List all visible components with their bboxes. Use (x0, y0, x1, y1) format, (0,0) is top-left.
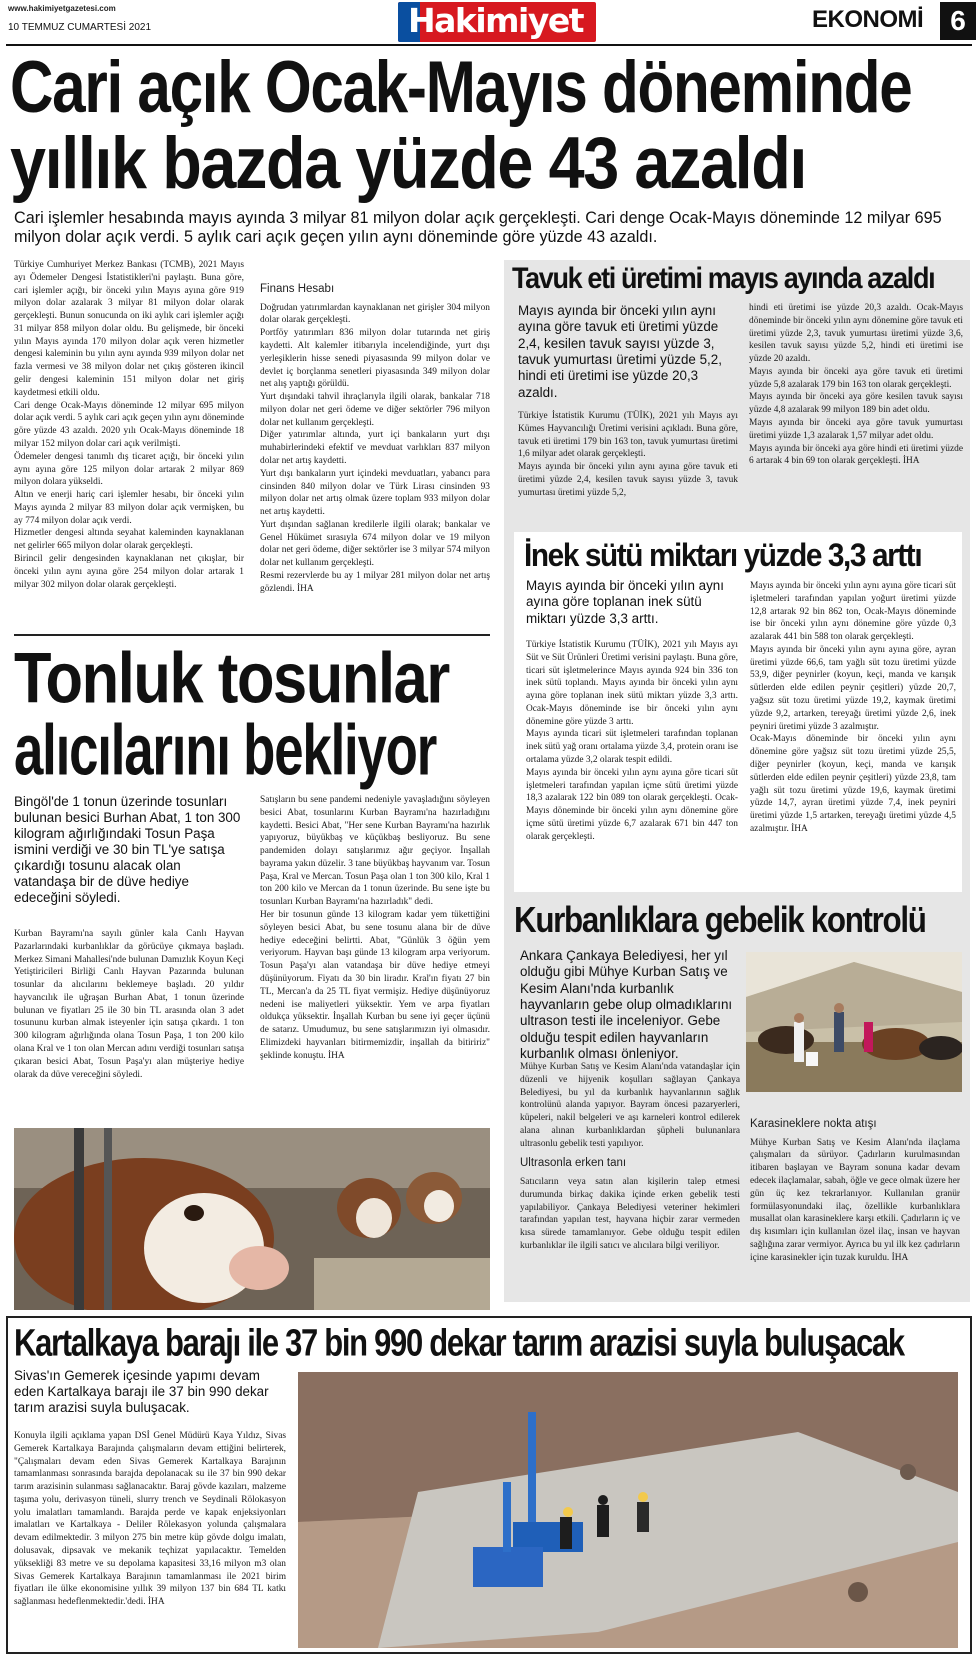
paragraph: Ocak-Mayıs döneminde bir önceki yılın aynı dönemine göre yağsız süt tozu üretimi yüzde 25,5, diğer peynirler (koyun, keçi, manda ve karışık sütlerden elde edilen peynir çeşitleri) yüzde 23,8, tam yağlı süt tozu üretimi yüzde 19,6, kaymak üretimi yüzde 14,7, ayran üretimi yüzde 7,4, inek peyniri üretimi yüzde 1,5 artarken, tereyağı üretimi yüzde 4,5 azalmıştır. İHA (750, 734, 956, 834)
paragraph: Altın ve enerji hariç cari işlemler hesabı, bir önceki yılın Mayıs ayında 2 milyar 83 milyon dolar açık vermişken, bu ay 774 milyon dolar açık verdi. (14, 490, 244, 526)
chicken-col2 (749, 302, 963, 468)
paragraph: Ödemeler dengesi tanımlı dış ticaret açığı, bir önceki yılın aynı ayına göre 125 milyon dolar artarak 2 milyar 869 milyon dolara yükseldi. (14, 451, 244, 488)
pregnancy-col2 (750, 1117, 960, 1264)
bulls-col2 (260, 794, 490, 1062)
chicken-lead: Mayıs ayında bir önceki yılın aynı ayına göre tavuk eti üretimi yüzde 2,4, kesilen tavuk sayısı yüzde 3, tavuk yumurtası üretimi yüzde 5,2, hindi eti üretimi ise yüzde 20,3 azaldı. (518, 303, 722, 400)
main-lead: Cari işlemler hesabında mayıs ayında 3 milyar 81 milyon dolar açık gerçekleşti. Cari denge Ocak-Mayıs döneminde 12 milyar 695 milyon dolar açık verdi. 5 aylık cari açık geçen yılın aynı döneminde göre yüzde 43 azaldı. (14, 209, 942, 247)
main-headline-line1: Cari açık Ocak-Mayıs döneminde (10, 45, 912, 128)
main-headline-line2: yıllık bazda yüzde 43 azaldı (10, 121, 807, 204)
paragraph: Mayıs ayında bir önceki aya göre kesilen tavuk sayısı yüzde 4,8 azalarak 99 milyon 189 bin adet oldu. (749, 392, 963, 416)
dam-construction-photo (298, 1372, 958, 1648)
subhead-ultrason: Ultrasonla erken tanı (520, 1157, 627, 1170)
paragraph: Mühye Kurban Satış ve Kesim Alanı'nda vatandaşlar için düzenli ve hijyenik koşulları sağlayan Çankaya Belediyesi, bu yıl da kurbanlık hayvanlarının sağlık kontrolünü alanda yapıyor. Bayram öncesi pazaryerleri, küpeleri, nakil belgeleri ve aşı karneleri kontrol edilerek alana alınan kurbanlıklardan şüpheli bulunanlara ultrasonlu gebelik testi yapılıyor. (520, 1062, 740, 1149)
bulls-col1 (14, 928, 244, 1081)
paragraph: Mayıs ayında bir önceki yılın aynı ayına göre ticari süt işletmeleri tarafından yapılan yoğurt üretimi yüzde 12,8 artarak 92 bin 862 ton, Ocak-Mayıs döneminde ise bir önceki yılın aynı dönemine göre yüzde 0,3 azalarak 441 bin 588 ton olarak gerçekleşti. (750, 581, 956, 643)
pregnancy-col1 (520, 1061, 740, 1253)
bulls-headline-line1: Tonluk tosunlar (14, 637, 449, 718)
paragraph: Yurt dışı bankaların yurt içindeki mevduatları, yabancı para cinsinden 840 milyon dolar ve Türk Lirası cinsinden 93 milyon dolar net artış olmak üzere toplam 933 milyon dolar net artış kaydetti. (260, 468, 490, 518)
milk-headline: İnek sütü miktarı yüzde 3,3 arttı (524, 537, 922, 573)
milk-col2 (750, 580, 956, 836)
paragraph: Satışların bu sene pandemi nedeniyle yavaşladığını söyleyen besici Abat, tosunlarını Kurban Bayramı'na hazırladığını kaydetti. Besici Abat, "Her sene Kurban Bayramı'na hazırlık yapıyoruz, büyükbaş ve küçükbaş besliyoruz. Bu sene pandemiden dolayı satışlarımız ağır geçiyor. İnşallah bayrama yakın düzelir. 3 tane büyükbaş hayvanım var. Tosun Paşa, Kral ve Mercan. Tosun Paşa olan 1 ton 300 kilo, Kral 1 ton 200 kilo ve Mercan da 1 tonun üzerinde. Bu sene işte bu tosunları Kurban Bayramı'na hazırladık" dedi. (260, 795, 490, 908)
bulls-lead: Bingöl'de 1 tonun üzerinde tosunları bulunan besici Burhan Abat, 1 ton 300 kilogram ağırlığındaki Tosun Paşa ismini verdiği ve 30 bin TL'ye satışa çıkardığı tosunu alacak olan vatandaşa bir de düve hediye edeceğini söyledi. (14, 794, 241, 906)
dam-headline: Kartalkaya barajı ile 37 bin 990 dekar tarım arazisi suyla buluşacak (14, 1320, 904, 1364)
bull-photo (14, 1128, 490, 1310)
paragraph: Türkiye İstatistik Kurumu (TÜİK), 2021 yılı Mayıs ayı Süt ve Süt Ürünleri Üretimi verisini paylaştı. Buna göre, ticari süt işletmelerince Mayıs ayında 924 bin 336 ton inek sütü toplandı. Mayıs ayında bir önceki yılın aynı ayına göre toplanan inek sütü miktarı yüzde 3,3 arttı. Ocak-Mayıs döneminde ise bir önceki yılın aynı dönemine göre yüzde 3 arttı. (526, 640, 738, 727)
paragraph: Birincil gelir dengesinden kaynaklanan net çıkışlar, bir önceki yılın aynı ayına göre 254 milyon dolar artarak 1 milyar 302 milyon dolar olarak gerçekleşti. (14, 553, 244, 590)
paragraph: Doğrudan yatırımlardan kaynaklanan net girişler 304 milyon dolar olarak gerçekleşti. (260, 302, 490, 326)
pregnancy-headline: Kurbanlıklara gebelik kontrolü (514, 899, 926, 940)
paragraph: Mayıs ayında bir önceki aya göre tavuk yumurtası üretimi yüzde 1,3 azalarak 1,57 milyar adet oldu. (749, 418, 963, 441)
livestock-tent-photo (746, 952, 962, 1092)
section-divider (14, 634, 490, 636)
subhead-finans: Finans Hesabı (260, 283, 335, 295)
paragraph: Diğer yatırımlar altında, yurt içi bankaların yurt dışı muhabirlerindeki efektif ve mevduat varlıkları 837 milyon dolar net artış kaydetti. (260, 430, 490, 466)
milk-col1 (526, 639, 738, 844)
paragraph: Türkiye İstatistik Kurumu (TÜİK), 2021 yılı Mayıs ayı Kümes Hayvancılığı Üretimi verisini açıkladı. Buna göre, tavuk eti üretimi 179 bin 163 ton, tavuk yumurtası üretimi 1,6 milyar adet olarak gerçekleşti. (518, 411, 738, 460)
paragraph: hindi eti üretimi ise yüzde 20,3 azaldı. Ocak-Mayıs döneminde bir önceki yılın aynı dönemine göre tavuk eti üretimi yüzde 2,3, tavuk yumurtası üretimi yüzde 3,6, kesilen tavuk sayısı yüzde 5,2, hindi eti üretimi ise yüzde 20 azaldı. (749, 303, 963, 365)
paragraph: Türkiye Cumhuriyet Merkez Bankası (TCMB), 2021 Mayıs ayı Ödemeler Dengesi İstatistikleri'ni paylaştı. Buna göre, cari işlemler açığı, bir önceki yılın Mayıs ayına göre 919 milyon dolar azalarak 3 milyar 81 milyon dolar olarak gerçekleşti. Bunun sonucunda on iki aylık cari işlemler açığı 31 milyar 858 milyon dolar oldu. Bu gelişmede, bir önceki yılın Mayıs ayında 170 milyon dolar açık veren hizmetler dengesi kaleminin bu yılın aynı ayında 939 milyon dolar net fazla vermesi ve 38 milyon dolar net çıkış gösteren ikincil gelir dengesi kaleminin 151 milyon dolar net giriş kaydetmesi etkili oldu. (14, 260, 244, 398)
bulls-headline-line2: alıcılarını bekliyor (14, 709, 437, 790)
paragraph: Mayıs ayında bir önceki yılın aynı ayına göre tavuk eti üretimi yüzde 2,4, kesilen tavuk sayısı yüzde 3, tavuk yumurtası üretimi yüzde 5,2, (518, 462, 738, 498)
section-label: EKONOMİ (812, 6, 924, 33)
paragraph: Resmi rezervlerde bu ay 1 milyar 281 milyon dolar net artış gözlendi. İHA (260, 571, 490, 594)
paragraph: Yurt dışındaki tahvil ihraçlarıyla ilgili olarak, bankalar 718 milyon dolar net geri ödeme ve diğer sektörler 796 milyon dolar net kullanım gerçekleşti. (260, 392, 490, 428)
paragraph: Portföy yatırımları 836 milyon dolar tutarında net giriş kaydetti. Alt kalemler itibarıyla incelendiğinde, yurt dışı yerleşiklerin hisse senedi piyasasında 99 milyon dolar ve devlet iç borçlanma senetleri piyasasında 349 milyon dolar net alış yaptığı görüldü. (260, 328, 490, 390)
issue-date: 10 TEMMUZ CUMARTESİ 2021 (8, 22, 152, 33)
dam-body (14, 1430, 286, 1609)
page-number: 6 (940, 2, 976, 40)
main-col1 (14, 259, 244, 591)
paragraph: Yurt dışından sağlanan kredilerle ilgili olarak; bankalar ve Genel Hükümet sırasıyla 674 milyon dolar ve 19 milyon dolar net geri ödeme, diğer sektörler ise 3 milyar 574 milyon dolar net kullanım gerçekleşti. (260, 519, 490, 569)
masthead-logo (398, 2, 596, 42)
paragraph: Kurban Bayramı'na sayılı günler kala Canlı Hayvan Pazarlarındaki kurbanlıklar da görücüye çıkmaya başladı. Merkez Simani Mahallesi'nde bulunan Damızlık Koyun Keçi Yetiştiricileri Birliği Canlı Hayvan Pazarında bulunan tosunlar da alıcılarını beklemeye başladı. 20 yıldır hayvancılık ile uğraşan Burhan Abat, 1 tonun üzerinde bulunan ve fiyatları 25 ile 30 bin TL arasında olan 3 adet tosununu kurban almak isteyenler için satışa çıkardı. 1 ton 300 kilogram ağırlığında olana Tosun Paşa, 1 ton 200 kilo olana Kral ve 1 ton olan Mercan adını verdiği tosunları satışa çıkaran besici Abat, Tosun Paşa'yı alan müşteriye hediye olarak da düve vereceğini söyledi. (14, 929, 244, 1080)
paragraph: Mayıs ayında bir önceki aya göre hindi eti üretimi yüzde 6 artarak 4 bin 69 ton olarak gerçekleşti. İHA (749, 443, 963, 467)
paragraph: Konuyla ilgili açıklama yapan DSİ Genel Müdürü Kaya Yıldız, Sivas Gemerek Kartalkaya Barajında çalışmaların devam ettiğini belirterek, "Çalışmaları devam eden Sivas Gemerek Kartalkaya Barajının tamamlanması sonrasında barajda depolanacak su ile 37 bin 990 dekar tarım arazisinin sulanması sağlanacaktır. Baraj gövde kazıları, malzeme taşıma yolu, derivasyon tüneli, slurry trench ve Seydinali Rölokasyon yolu imalatları tamamlandı. Barajda perde ve kapak enjeksiyonları imalatları ve Kartalkaya - Deliler Rölekasyon yolunda çalışmalara devam edilmektedir. 3 milyon 275 bin metre küp gövde dolgu imalatı, dolusavak, dipsavak ve mekanik teçhizat yapılacaktır. Temelden yüksekliği 83 metre ve su depolama kapasitesi 33,16 milyon m3 olan Sivas Gemerek Kartalkaya Barajının tamamlanması ile 2021 birim fiyatları ile ülke ekonomisine yıllık 39 milyon 137 bin 684 TL katkı sağlanması hedeflenmektedir.'dedi. İHA (14, 1431, 286, 1608)
logo-text: Hakimiyet (408, 2, 584, 40)
paragraph: Mayıs ayında ticari süt işletmeleri tarafından toplanan inek sütü yağ oranı ortalama yüzde 3,4, protein oranı ise ortalama yüzde 3,2 olarak tespit edildi. (526, 729, 738, 766)
main-col2 (260, 282, 490, 596)
paragraph: Mayıs ayında bir önceki yılın aynı ayına göre ticari süt işletmeleri tarafından yapılan içme sütü üretimi yüzde 18,3 azalarak 122 bin 089 ton olarak gerçekleşti. Ocak-Mayıs döneminde bir önceki yılın aynı dönemine göre içme sütü üretimi yüzde 6,7 azalarak 671 bin 447 ton olarak gerçekleşti. (526, 767, 738, 842)
pregnancy-lead: Ankara Çankaya Belediyesi, her yıl olduğu gibi Mühye Kurban Satış ve Kesim Alanı'nda kurbanlık hayvanların gebe olup olmadıklarını ultrason testi ile inceleniyor. Gebe olduğu tespit edilen hayvanların kurbanlık olması önleniyor. (520, 948, 733, 1062)
paragraph: Hizmetler dengesi altında seyahat kaleminden kaynaklanan net gelirler 665 milyon dolar olarak gerçekleşti. (14, 528, 244, 552)
chicken-headline: Tavuk eti üretimi mayıs ayında azaldı (512, 262, 935, 295)
paragraph: Her bir tosunun günde 13 kilogram kadar yem tükettiğini söyleyen besici Abat, bu sene tosunu alana bir de düve hediye edeceğini belirtti. Abat, "Günlük 3 öğün yem veriyorum. Hayvan başı günde 13 kilogram arpa veriyorum. Tosun Paşa'yı alan vatandaşa bir düve hediye etmeyi düşünüyorum. Fiyatı da 30 bin liradır. Kral'ın fiyatı 27 bin TL, Mercan'a da 25 TL fiyat vermişiz. Hediye düşünüyoruz nedeni ise maliyetleri yüksektir. Yem ve arpa fiyatları oldukça yüksektir. İnşallah Kurban bu sene iyi geçer üçünü de satarız. Umudumuz, bu sene satışlarımızın iyi olmasıdır. Elimizdeki hayvanları bitirmemizdir, inşallah da bitiririz" şeklinde konuştu. İHA (260, 910, 490, 1061)
chicken-col1 (518, 410, 738, 499)
dam-lead: Sivas'ın Gemerek içesinde yapımı devam eden Kartalkaya barajı ile 37 bin 990 dekar tarım arazisi suyla buluşacak. (14, 1368, 269, 1416)
paragraph: Mayıs ayında bir önceki aya göre tavuk eti üretimi yüzde 5,8 azalarak 179 bin 163 ton olarak gerçekleşti. (749, 366, 963, 390)
website-url: www.hakimiyetgazetesi.com (8, 4, 116, 13)
paragraph: Mühye Kurban Satış ve Kesim Alanı'nda ilaçlama çalışmaları da sürüyor. Çadırların kurulmasından itibaren başlayan ve Bayram sonuna kadar devam edecek ilaçlamalar, sabah, öğle ve gece olmak üzere her gün üç kez tekrarlanıyor. Kullanılan granür formülasyonundaki ilaç, özellikle kurbanlıklara musallat olan karasineklere karşı etkili. Çadırların iç ve dış kısımları için kullanılan özel ilaç, insan ve hayvan sağlığına zarar vermiyor. Ayrıca bu yıl ilk kez çadırların içine karasinekler için tuzak kuruldu. İHA (750, 1137, 960, 1263)
subhead-karasinek: Karasineklere nokta atışı (750, 1118, 877, 1130)
paragraph: Cari denge Ocak-Mayıs döneminde 12 milyar 695 milyon dolar açık verdi. 5 aylık cari açık geçen yılın aynı döneminde göre yüzde 43 azaldı. 2020 yılı Ocak-Mayıs döneminde 18 milyar 152 milyon dolar cari açık verilmişti. (14, 400, 244, 449)
paragraph: Satıcıların veya satın alan kişilerin talep etmesi durumunda birkaç dakika içinde erken gebelik testi yapılabiliyor. Çankaya Belediyesi veteriner hekimleri tarafından yapılan test, hayvana hiçbir zarar vermeden kısa sürede tamamlanıyor. Gebe olduğu tespit edilen kurbanlıklar ile ilgili satıcı ve alıcılara bilgi veriliyor. (520, 1177, 740, 1251)
milk-lead: Mayıs ayında bir önceki yılın aynı ayına göre toplanan inek sütü miktarı yüzde 3,3 arttı. (526, 578, 724, 626)
paragraph: Mayıs ayında bir önceki yılın aynı ayına göre, ayran üretimi yüzde 66,6, tam yağlı süt tozu üretimi yüzde 53,9, diğer peynirler (koyun, keçi, manda ve karışık sütlerden elde edilen peynir çeşitleri) yüzde 20,7, yağsız süt tozu üretimi yüzde 19,2, kaymak üretimi yüzde 9,2, artarken, tereyağı üretimi yüzde 2,6, inek peyniri üretimi yüzde 3 azalmıştır. (750, 644, 956, 732)
